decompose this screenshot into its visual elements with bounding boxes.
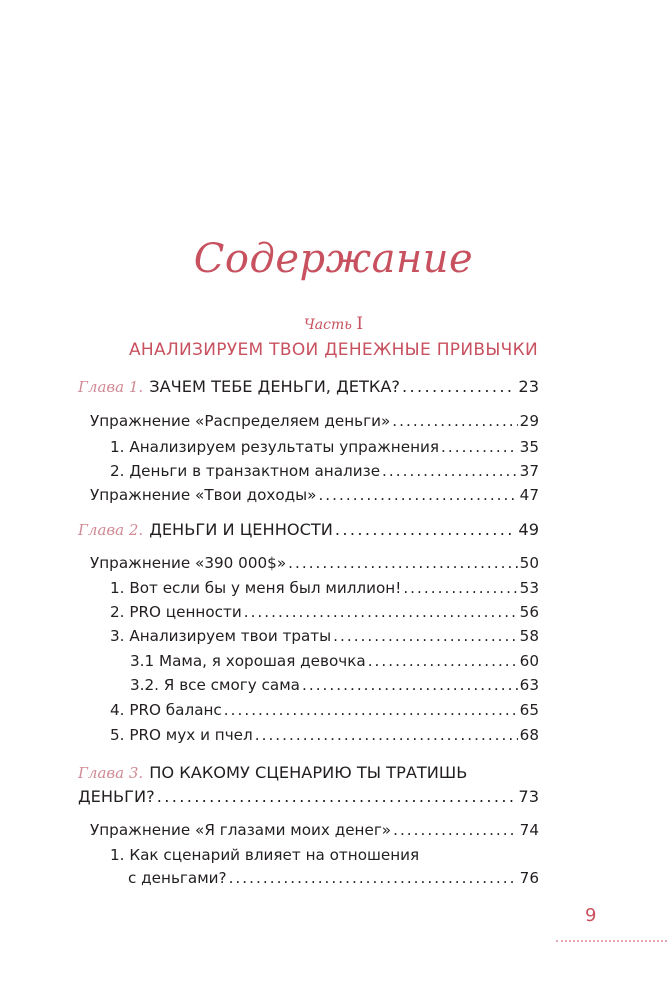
toc-entry[interactable]	[110, 725, 539, 745]
leader-dots	[255, 725, 518, 745]
part-title: АНАЛИЗИРУЕМ ТВОИ ДЕНЕЖНЫЕ ПРИВЫЧКИ	[129, 340, 538, 360]
toc-entry[interactable]	[110, 626, 539, 646]
page-ref: 53	[519, 579, 539, 597]
toc-chapter-3-continued[interactable]	[78, 787, 539, 807]
leader-dots	[393, 820, 518, 840]
page-ref: 58	[519, 627, 539, 645]
toc-entry[interactable]	[110, 437, 539, 457]
toc-entry[interactable]	[90, 485, 539, 505]
entry-text: Упражнение «Я глазами моих денег»	[90, 821, 392, 839]
chapter-label: Глава 2.	[78, 521, 144, 539]
toc-entry[interactable]	[130, 651, 539, 671]
page-ref: 29	[519, 412, 539, 430]
leader-dots	[402, 377, 516, 397]
leader-dots	[403, 578, 517, 598]
leader-dots	[382, 461, 518, 481]
toc-chapter-2[interactable]	[78, 520, 539, 540]
leader-dots	[335, 520, 516, 540]
page-ref: 74	[519, 821, 539, 839]
toc-entry[interactable]	[110, 578, 539, 598]
page-ref: 65	[519, 701, 539, 719]
chapter-label: Глава 3.	[78, 764, 144, 782]
leader-dots	[302, 675, 518, 695]
leader-dots	[288, 553, 518, 573]
leader-dots	[244, 602, 518, 622]
toc-entry[interactable]	[110, 602, 539, 622]
page-title: Содержание	[193, 236, 474, 282]
leader-dots	[229, 868, 518, 888]
entry-text: 4. PRO баланс	[110, 701, 222, 719]
part-label	[0, 314, 667, 334]
toc-entry[interactable]	[110, 700, 539, 720]
page-ref: 63	[519, 676, 539, 694]
page-ref: 37	[519, 462, 539, 480]
part-number: I	[356, 314, 364, 334]
page-ref: 68	[519, 726, 539, 744]
toc-chapter-3[interactable]	[78, 763, 467, 783]
chapter-title: ЗАЧЕМ ТЕБЕ ДЕНЬГИ, ДЕТКА?	[149, 377, 401, 396]
toc-entry-line1[interactable]: 1. Как сценарий влияет на отношения	[110, 846, 420, 864]
toc-entry[interactable]	[90, 553, 539, 573]
entry-text: 3.2. Я все смогу сама	[130, 676, 300, 694]
page-ref: 47	[519, 486, 539, 504]
toc-chapter-1[interactable]	[78, 377, 539, 397]
page-ref: 23	[518, 377, 539, 396]
entry-text: Упражнение «390 000$»	[90, 554, 287, 572]
entry-text: Упражнение «Твои доходы»	[90, 486, 317, 504]
entry-text: 1. Анализируем результаты упражнения	[110, 438, 440, 456]
page-ref: 50	[519, 554, 539, 572]
entry-text: 3.1 Мама, я хорошая девочка	[130, 652, 366, 670]
page-ref: 73	[518, 787, 539, 806]
page-ref: 76	[519, 869, 539, 887]
leader-dots	[318, 485, 517, 505]
toc-entry[interactable]	[128, 868, 539, 888]
leader-dots	[224, 700, 518, 720]
page-number: 9	[585, 905, 597, 926]
leader-dots	[333, 626, 518, 646]
toc-entry[interactable]	[130, 675, 539, 695]
toc-entry[interactable]	[110, 461, 539, 481]
page-ref: 35	[519, 438, 539, 456]
leader-dots	[157, 787, 517, 807]
chapter-title-line2: ДЕНЬГИ?	[78, 787, 155, 806]
entry-text: Упражнение «Распределяем деньги»	[90, 412, 391, 430]
toc-entry[interactable]	[90, 820, 539, 840]
page-ref: 49	[518, 520, 539, 539]
leader-dots	[441, 437, 518, 457]
chapter-title: ДЕНЬГИ И ЦЕННОСТИ	[149, 520, 333, 539]
entry-text: 5. PRO мух и пчел	[110, 726, 253, 744]
leader-dots	[392, 411, 517, 431]
entry-text: с деньгами?	[128, 869, 227, 887]
page-number-rule	[556, 940, 667, 942]
chapter-label: Глава 1.	[78, 378, 144, 396]
entry-text: 2. Деньги в транзактном анализе	[110, 462, 381, 480]
entry-text: 1. Вот если бы у меня был миллион!	[110, 579, 402, 597]
toc-entry[interactable]	[90, 411, 539, 431]
chapter-title-line1: ПО КАКОМУ СЦЕНАРИЮ ТЫ ТРАТИШЬ	[149, 763, 468, 782]
leader-dots	[368, 651, 518, 671]
entry-text: 2. PRO ценности	[110, 603, 242, 621]
page-ref: 56	[519, 603, 539, 621]
entry-text: 3. Анализируем твои траты	[110, 627, 332, 645]
page-ref: 60	[519, 652, 539, 670]
part-label-text: Часть	[303, 317, 352, 333]
